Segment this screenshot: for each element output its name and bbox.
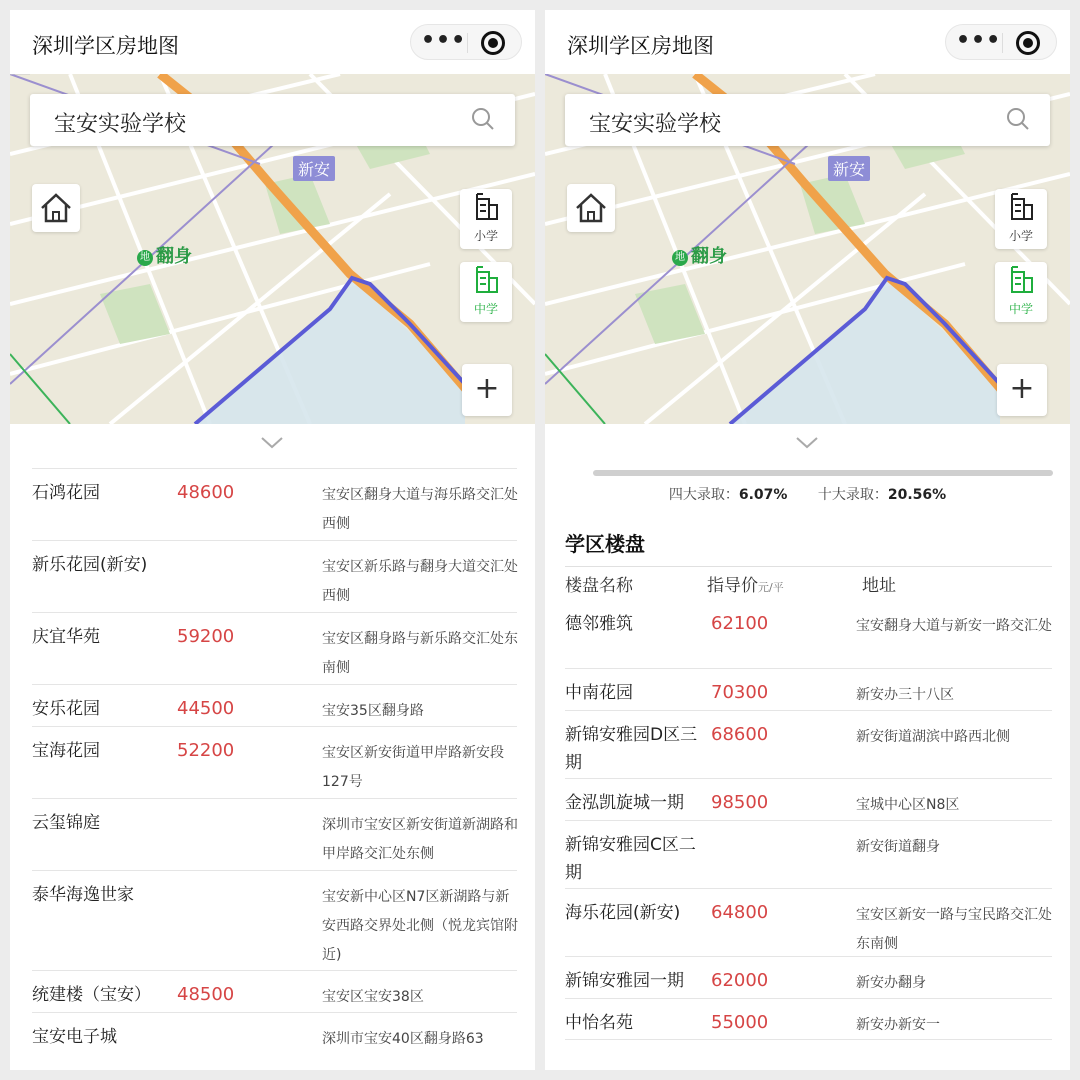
estate-price: 48600 (177, 482, 235, 503)
big10-value: 20.56% (887, 487, 947, 503)
estate-price: 44500 (177, 698, 235, 719)
list-item[interactable] (32, 798, 517, 870)
estate-name: 庆宜华苑 (32, 627, 100, 647)
search-box[interactable] (565, 94, 1050, 146)
search-input[interactable]: 宝安实验学校 (54, 112, 187, 137)
title-bar (545, 10, 1070, 74)
estate-address: 深圳市宝安40区翻身路63 (322, 1031, 484, 1047)
big4-value: 6.07% (738, 487, 788, 503)
home-button[interactable] (567, 184, 615, 232)
metro-icon: 地 (137, 250, 153, 266)
close-target-icon[interactable] (481, 31, 505, 55)
header-price (707, 571, 784, 596)
list-item[interactable] (32, 970, 517, 1012)
middle-school-filter[interactable] (995, 262, 1047, 322)
estate-address: 新安办三十八区 (856, 687, 954, 703)
building-green-icon (995, 262, 1047, 298)
list-item[interactable] (565, 820, 1052, 888)
search-icon[interactable] (470, 106, 496, 132)
list-item[interactable] (565, 956, 1052, 998)
zoom-in-button[interactable] (462, 364, 512, 416)
housing-list (32, 468, 517, 1054)
right-screen (545, 10, 1070, 1070)
list-item[interactable] (32, 540, 517, 612)
estate-address: 宝安35区翻身路 (322, 703, 424, 719)
map-label-fanshen-text: 翻身 (156, 246, 192, 267)
home-icon (567, 184, 615, 232)
estate-name: 新锦安雅园一期 (565, 971, 684, 991)
estate-price: 70300 (711, 682, 769, 703)
estate-address: 宝安区翻身大道与海乐路交汇处西侧 (322, 487, 518, 532)
estate-price: 48500 (177, 984, 235, 1005)
map-view[interactable] (10, 74, 535, 424)
estate-name: 宝安电子城 (32, 1027, 117, 1047)
big10-label: 十大录取： (817, 487, 888, 503)
list-item[interactable] (32, 870, 517, 970)
estate-address: 宝安区新乐路与翻身大道交汇处西侧 (322, 559, 518, 604)
list-item[interactable] (32, 1012, 517, 1054)
header-price-text: 指导价 (707, 576, 758, 596)
primary-school-label: 小学 (1008, 229, 1033, 243)
estate-name: 新锦安雅园C区二期 (565, 835, 696, 883)
primary-school-filter[interactable] (995, 189, 1047, 249)
estate-address: 宝安区新安街道甲岸路新安段127号 (322, 745, 504, 790)
app-title: 深圳学区房地图 (567, 34, 714, 58)
big4-label: 四大录取： (668, 487, 739, 503)
plus-icon: + (1009, 371, 1035, 406)
list-item[interactable] (565, 668, 1052, 710)
zoom-in-button[interactable] (997, 364, 1047, 416)
admission-rates (545, 484, 1070, 504)
estate-price: 55000 (711, 1012, 769, 1033)
table-header (565, 566, 1052, 600)
list-item[interactable] (32, 612, 517, 684)
estate-address: 新安办新安一 (856, 1017, 940, 1033)
close-target-icon[interactable] (1016, 31, 1040, 55)
estate-name: 中南花园 (565, 683, 633, 703)
estate-name: 云玺锦庭 (32, 813, 100, 833)
building-green-icon (460, 262, 512, 298)
estate-price: 62100 (711, 613, 769, 634)
estate-address: 宝城中心区N8区 (856, 797, 960, 813)
chevron-down-icon[interactable] (795, 436, 819, 450)
home-button[interactable] (32, 184, 80, 232)
estate-name: 新锦安雅园D区三期 (565, 725, 698, 773)
estate-address: 宝安新中心区N7区新湖路与新安西路交界处北侧（悦龙宾馆附近) (322, 889, 518, 963)
more-dots-icon[interactable]: ••• (956, 28, 1002, 53)
estate-address: 新安街道翻身 (856, 839, 940, 855)
map-view[interactable] (545, 74, 1070, 424)
estate-name: 中怡名苑 (565, 1013, 633, 1033)
chevron-down-icon[interactable] (260, 436, 284, 450)
metro-icon: 地 (672, 250, 688, 266)
estate-price: 59200 (177, 626, 235, 647)
estate-name: 石鸿花园 (32, 483, 100, 503)
middle-school-label: 中学 (1008, 302, 1033, 316)
middle-school-filter[interactable] (460, 262, 512, 322)
primary-school-label: 小学 (473, 229, 498, 243)
estate-price: 64800 (711, 902, 769, 923)
search-box[interactable] (30, 94, 515, 146)
estate-address: 宝安区宝安38区 (322, 989, 424, 1005)
capsule-divider (1002, 33, 1003, 53)
search-input[interactable]: 宝安实验学校 (589, 112, 722, 137)
building-icon (995, 189, 1047, 225)
list-item[interactable] (32, 468, 517, 540)
home-icon (32, 184, 80, 232)
estate-address: 宝安区翻身路与新乐路交汇处东南侧 (322, 631, 518, 676)
estate-address: 宝安翻身大道与新安一路交汇处 (856, 618, 1052, 634)
estate-address: 深圳市宝安区新安街道新湖路和甲岸路交汇处东侧 (322, 817, 518, 862)
header-name: 楼盘名称 (565, 576, 633, 596)
estate-name: 安乐花园 (32, 699, 100, 719)
estate-address: 新安办翻身 (856, 975, 926, 991)
section-title: 学区楼盘 (565, 532, 645, 556)
estate-name: 宝海花园 (32, 741, 100, 761)
plus-icon: + (474, 371, 500, 406)
list-item[interactable] (565, 600, 1052, 668)
estate-price: 62000 (711, 970, 769, 991)
estate-price: 68600 (711, 724, 769, 745)
estate-price: 98500 (711, 792, 769, 813)
capsule-divider (467, 33, 468, 53)
app-title: 深圳学区房地图 (32, 34, 179, 58)
estate-name: 海乐花园(新安) (565, 903, 681, 923)
map-label-xinan: 新安 (828, 156, 870, 181)
school-district-list (565, 600, 1052, 1040)
estate-address: 新安街道湖滨中路西北侧 (856, 729, 1010, 745)
estate-address: 宝安区新安一路与宝民路交汇处东南侧 (856, 907, 1052, 952)
list-item[interactable] (32, 726, 517, 798)
more-dots-icon[interactable]: ••• (421, 28, 467, 53)
building-icon (460, 189, 512, 225)
estate-name: 泰华海逸世家 (32, 885, 134, 905)
search-icon[interactable] (1005, 106, 1031, 132)
map-label-fanshen-text: 翻身 (691, 246, 727, 267)
list-item[interactable] (32, 684, 517, 726)
header-price-unit: 元/平 (758, 581, 784, 594)
map-label-fanshen (671, 242, 727, 268)
mini-program-capsule (945, 24, 1057, 60)
estate-name: 德邻雅筑 (565, 614, 633, 634)
middle-school-label: 中学 (473, 302, 498, 316)
left-screen (10, 10, 535, 1070)
list-item[interactable] (565, 778, 1052, 820)
map-label-xinan: 新安 (293, 156, 335, 181)
list-item[interactable] (565, 998, 1052, 1040)
estate-name: 新乐花园(新安) (32, 555, 148, 575)
list-item[interactable] (565, 710, 1052, 778)
title-bar (10, 10, 535, 74)
estate-name: 金泓凯旋城一期 (565, 793, 684, 813)
primary-school-filter[interactable] (460, 189, 512, 249)
estate-name: 统建楼（宝安） (32, 985, 151, 1005)
map-label-fanshen (136, 242, 192, 268)
rate-divider-bar (593, 470, 1053, 476)
list-item[interactable] (565, 888, 1052, 956)
mini-program-capsule (410, 24, 522, 60)
header-address: 地址 (862, 576, 896, 596)
estate-price: 52200 (177, 740, 235, 761)
